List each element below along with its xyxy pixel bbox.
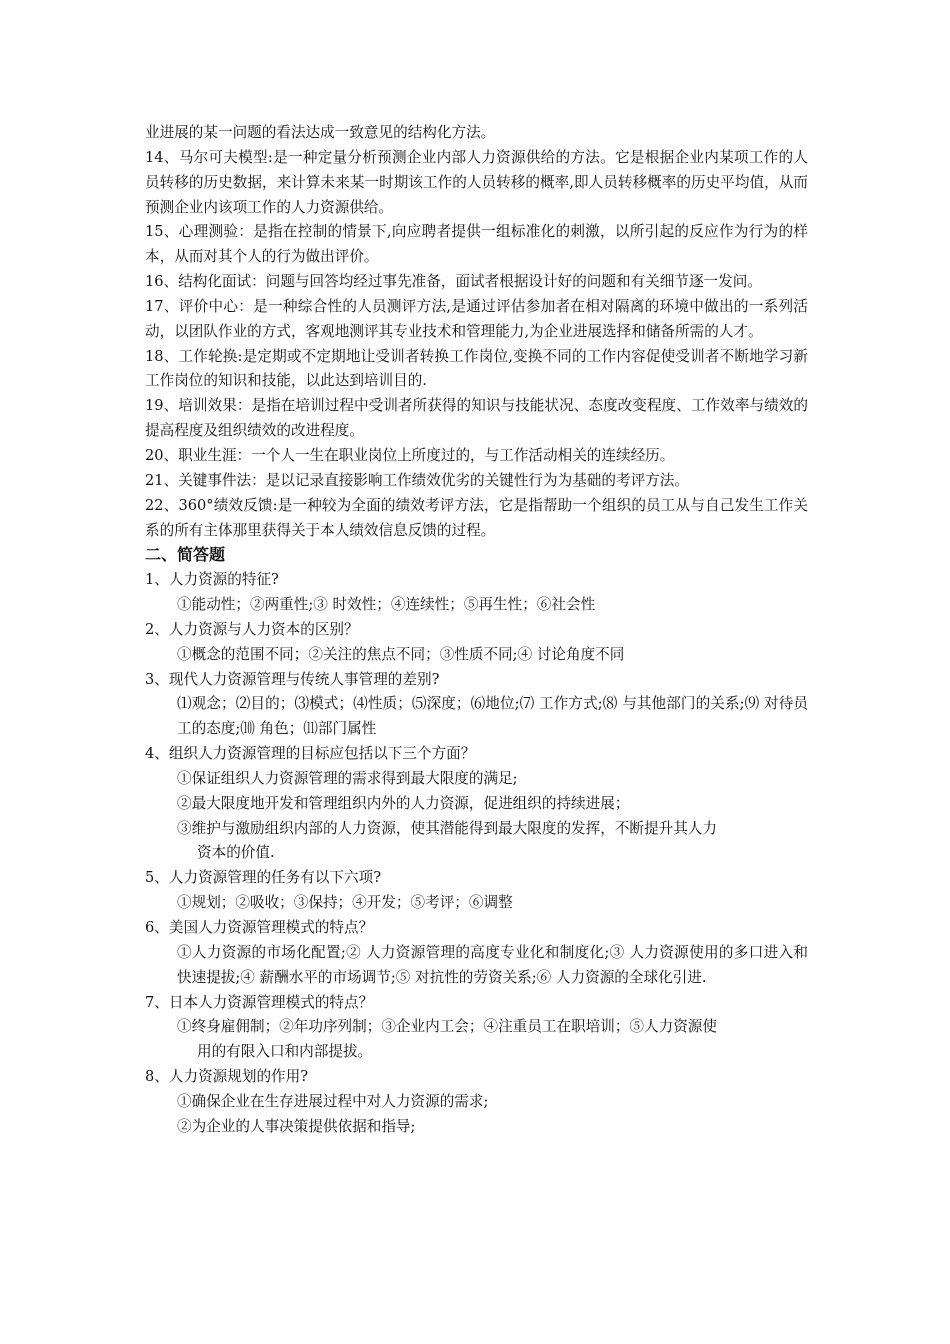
- definition-19: 19、培训效果：是指在培训过程中受训者所获得的知识与技能状况、态度改变程度、工作效率与绩效的提高程度及组织绩效的改进程度。: [145, 397, 808, 440]
- answer-4-item-3: [145, 817, 808, 867]
- question-7: 7、日本人力资源管理模式的特点？: [145, 993, 374, 1011]
- section-heading: 二、简答题: [145, 545, 226, 565]
- definition-14: 14、马尔可夫模型:是一种定量分析预测企业内部人力资源供给的方法。它是根据企业内某项工作的人员转移的历史数据，来计算未来某一时期该工作的人员转移的概率,即人员转移概率的历史平均值，从而预测企业内该项工作的人力资源供给。: [145, 148, 808, 216]
- definition-22: 22、360°绩效反馈:是一种较为全面的绩效考评方法，它是指帮助一个组织的员工从与自己发生工作关系的所有主体那里获得关于本人绩效信息反馈的过程。: [145, 496, 808, 539]
- definition-17: 17、评价中心：是一种综合性的人员测评方法,是通过评估参加者在相对隔离的环境中做出的一系列活动，以团队作业的方式，客观地测评其专业技术和管理能力,为企业进展选择和储备所需的人才。: [145, 297, 808, 340]
- question-6: 6、美国人力资源管理模式的特点？: [145, 919, 374, 936]
- question-1: 1、人力资源的特征?: [145, 571, 279, 589]
- definition-21: 21、关键事件法：是以记录直接影响工作绩效优劣的关键性行为为基础的考评方法。: [145, 471, 689, 489]
- definition-18: 18、工作轮换:是定期或不定期地让受训者转换工作岗位,变换不同的工作内容促使受训者不断地学习新工作岗位的知识和技能，以此达到培训目的.: [145, 347, 808, 390]
- answer-4-item-3-line-1: ③维护与激励组织内部的人力资源，使其潜能得到最大限度的发挥，不断提升其人力: [177, 819, 717, 837]
- answer-8-item-2: ②为企业的人事决策提供依据和指导;: [177, 1117, 416, 1135]
- answer-3: ⑴观念；⑵目的；⑶模式；⑷性质；⑸深度；⑹地位;⑺ 工作方式;⑻ 与其他部门的关系;⑼ 对待员工的态度;⑽ 角色；⑾部门属性: [177, 695, 808, 738]
- question-5: 5、人力资源管理的任务有以下六项?: [145, 869, 382, 887]
- definition-15: 15、心理测验：是指在控制的情景下,向应聘者提供一组标准化的刺激，以所引起的反应作为行为的样本，从而对其个人的行为做出评价。: [145, 223, 808, 266]
- answer-7: [145, 1015, 808, 1065]
- question-8: 8、人力资源规划的作用?: [145, 1068, 309, 1086]
- answer-8-item-1: ①确保企业在生存进展过程中对人力资源的需求;: [177, 1092, 489, 1110]
- answer-1: ①能动性；②两重性;③ 时效性；④连续性；⑤再生性；⑥社会性: [177, 596, 596, 614]
- answer-2: ①概念的范围不同；②关注的焦点不同；③性质不同;④ 讨论角度不同: [177, 645, 625, 663]
- document-body: [145, 121, 808, 1140]
- answer-7-line-2: 用的有限入口和内部提拔。: [197, 1043, 373, 1061]
- answer-4-item-2: ②最大限度地开发和管理组织内外的人力资源，促进组织的持续进展；: [177, 794, 630, 812]
- answer-4-item-3-line-2: 资本的价值.: [197, 844, 275, 862]
- answer-7-line-1: ①终身雇佣制；②年功序列制；③企业内工会；④注重员工在职培训；⑤人力资源使: [177, 1018, 717, 1036]
- definition-20: 20、职业生涯：一个人一生在职业岗位上所度过的，与工作活动相关的连续经历。: [145, 446, 675, 464]
- answer-5: ①规划；②吸收；③保持；④开发；⑤考评；⑥调整: [177, 894, 513, 912]
- answer-4-item-1: ①保证组织人力资源管理的需求得到最大限度的满足;: [177, 769, 518, 787]
- paragraph-continuation: 业进展的某一问题的看法达成一致意见的结构化方法。: [145, 124, 496, 141]
- definition-16: 16、结构化面试：问题与回答均经过事先准备，面试者根据设计好的问题和有关细节逐一发问。: [145, 273, 762, 291]
- question-3: 3、现代人力资源管理与传统人事管理的差别?: [145, 670, 440, 688]
- answer-6: ①人力资源的市场化配置;② 人力资源管理的高度专业化和制度化;③ 人力资源使用的多口进入和快速提拔;④ 薪酬水平的市场调节;⑤ 对抗性的劳资关系;⑥ 人力资源的全球化引进.: [177, 943, 808, 986]
- question-4: 4、组织人力资源管理的目标应包括以下三个方面？: [145, 745, 476, 763]
- question-2: 2、人力资源与人力资本的区别？: [145, 620, 359, 638]
